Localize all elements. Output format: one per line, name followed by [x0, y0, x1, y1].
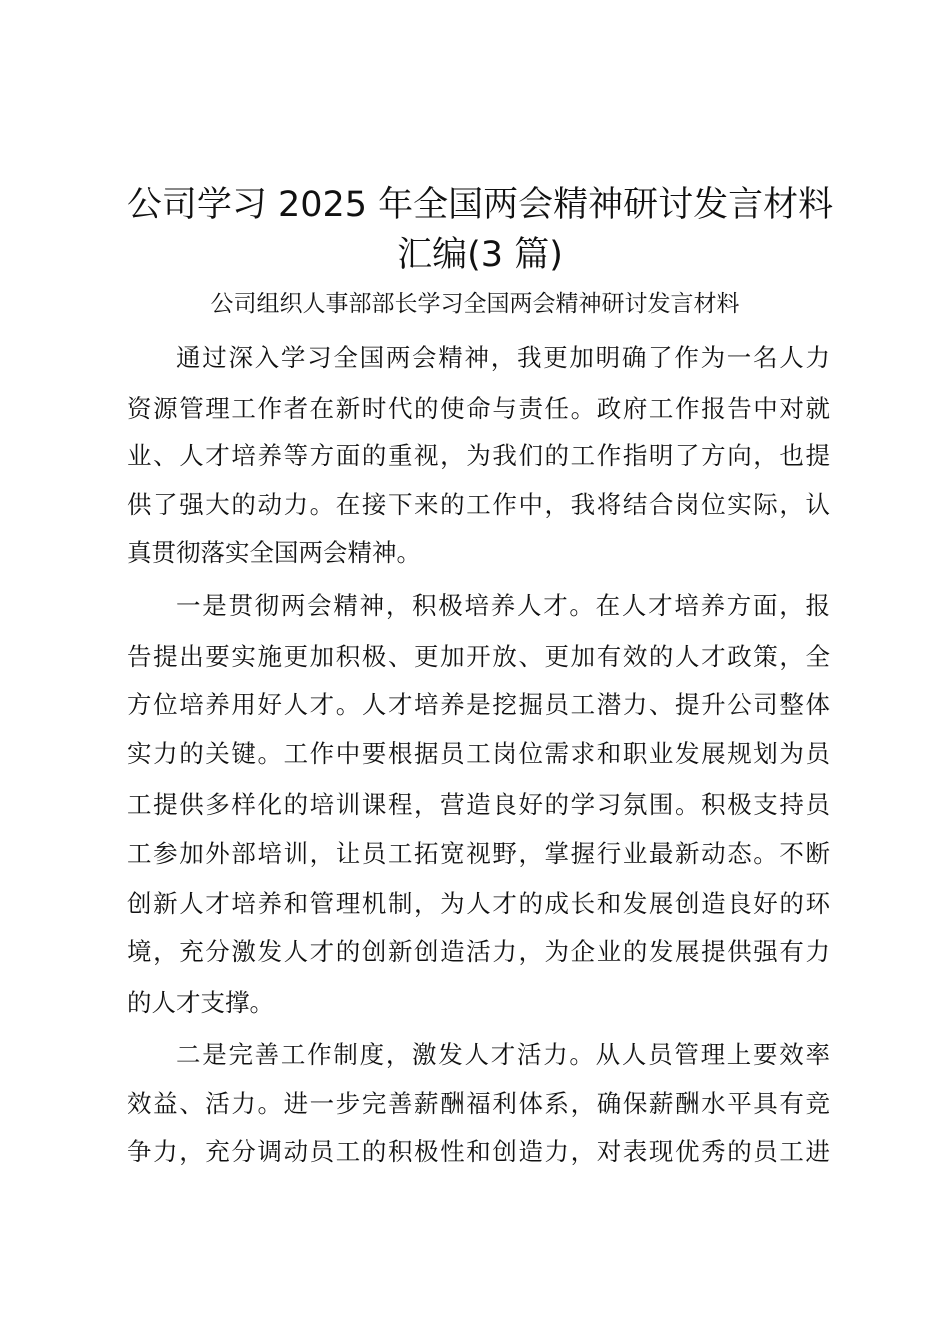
body-line: 争力，充分调动员工的积极性和创造力，对表现优秀的员工进 — [127, 1137, 830, 1166]
body-line: 告提出要实施更加积极、更加开放、更加有效的人才政策，全 — [127, 642, 830, 671]
body-line: 一是贯彻两会精神，积极培养人才。在人才培养方面，报 — [176, 591, 830, 620]
body-line: 供了强大的动力。在接下来的工作中，我将结合岗位实际，认 — [127, 490, 830, 519]
body-line: 工参加外部培训，让员工拓宽视野，掌握行业最新动态。不断 — [127, 839, 830, 868]
body-line: 业、人才培养等方面的重视，为我们的工作指明了方向，也提 — [127, 441, 830, 470]
document-title-line-1: 公司学习 2025 年全国两会精神研讨发言材料 — [126, 185, 834, 225]
body-line: 真贯彻落实全国两会精神。 — [127, 538, 421, 567]
body-line: 资源管理工作者在新时代的使命与责任。政府工作报告中对就 — [127, 394, 830, 423]
body-line: 境，充分激发人才的创新创造活力，为企业的发展提供强有力 — [127, 937, 830, 966]
body-line: 创新人才培养和管理机制，为人才的成长和发展创造良好的环 — [127, 889, 830, 918]
body-line: 通过深入学习全国两会精神，我更加明确了作为一名人力 — [176, 343, 830, 372]
body-line: 的人才支撑。 — [127, 988, 274, 1017]
document-subtitle: 公司组织人事部部长学习全国两会精神研讨发言材料 — [210, 291, 740, 317]
document-title-line-2: 汇编(3 篇) — [397, 235, 563, 275]
body-line: 二是完善工作制度，激发人才活力。从人员管理上要效率 — [176, 1040, 830, 1069]
body-line: 效益、活力。进一步完善薪酬福利体系，确保薪酬水平具有竞 — [127, 1089, 830, 1118]
body-line: 方位培养用好人才。人才培养是挖掘员工潜力、提升公司整体 — [127, 690, 830, 719]
body-line: 工提供多样化的培训课程，营造良好的学习氛围。积极支持员 — [127, 790, 830, 819]
body-line: 实力的关键。工作中要根据员工岗位需求和职业发展规划为员 — [127, 739, 830, 768]
